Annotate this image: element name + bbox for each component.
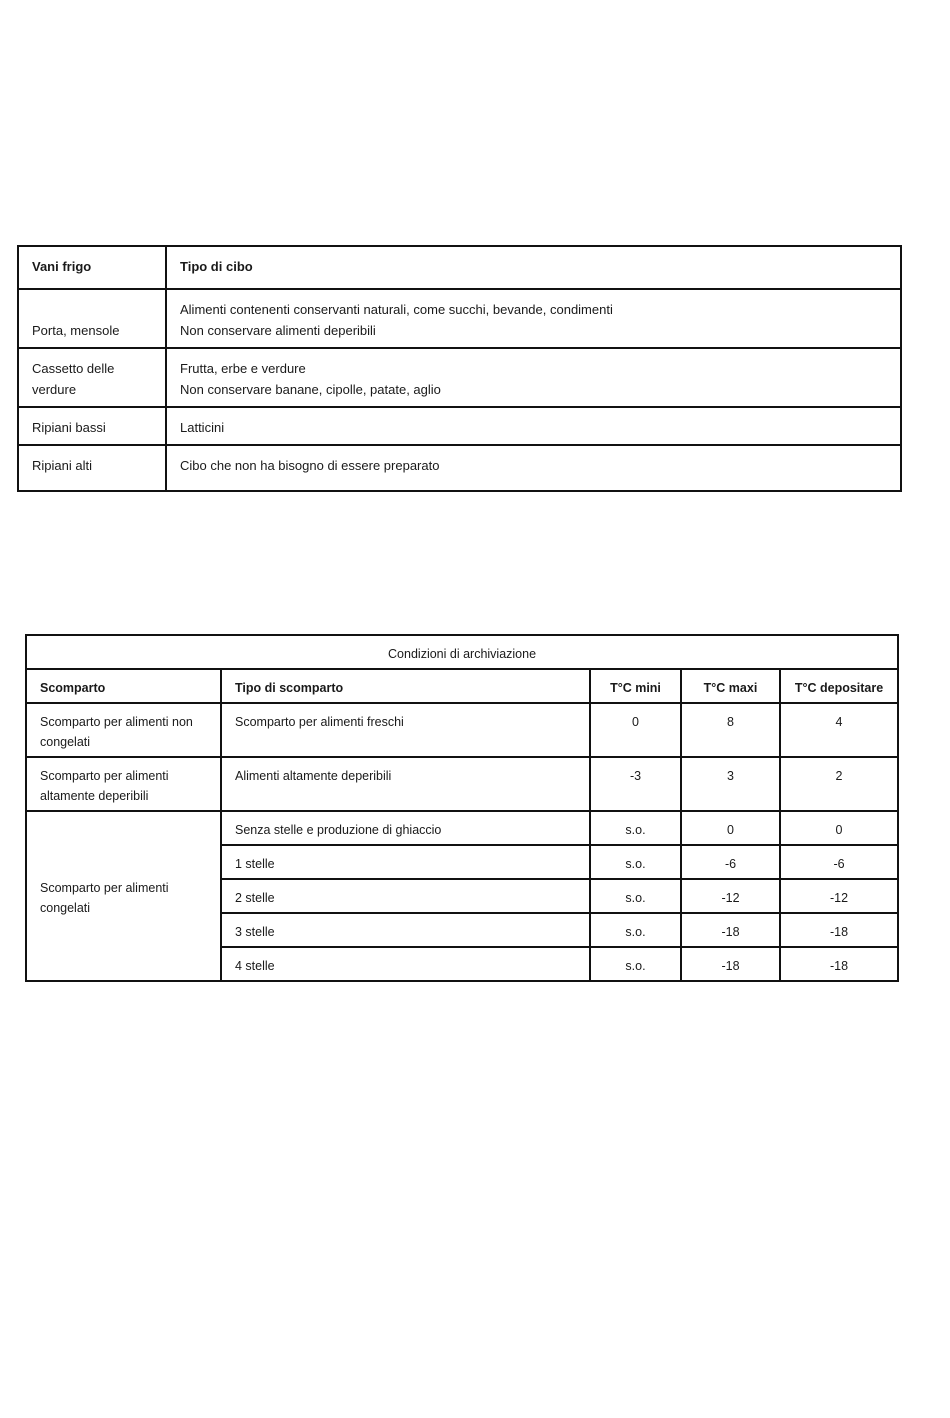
compartment-type-cell: Senza stelle e produzione di ghiaccio [221, 811, 590, 845]
table-row [18, 348, 901, 407]
temp-max-cell: 8 [681, 703, 780, 757]
table-title: Condizioni di archiviazione [26, 635, 898, 669]
compartment-type-cell: 2 stelle [221, 879, 590, 913]
temp-min-cell: s.o. [590, 845, 681, 879]
table-row [26, 811, 898, 845]
temp-max-cell: -18 [681, 913, 780, 947]
compartment-cell: Porta, mensole [18, 289, 166, 348]
temp-dep-cell: -18 [780, 947, 898, 981]
storage-conditions-table [25, 634, 899, 982]
compartment-type-cell: Scomparto per alimenti freschi [221, 703, 590, 757]
table-row [18, 289, 901, 348]
temp-dep-cell: 2 [780, 757, 898, 811]
food-type-cell [166, 289, 901, 348]
header-vani-frigo: Vani frigo [18, 246, 166, 289]
header-temp-min: T°C mini [590, 669, 681, 703]
table-header-row [18, 246, 901, 289]
temp-max-cell: -6 [681, 845, 780, 879]
food-type-line: Cibo che non ha bisogno di essere preparato [180, 458, 440, 473]
temp-dep-cell: -18 [780, 913, 898, 947]
header-tipo-di-scomparto: Tipo di scomparto [221, 669, 590, 703]
food-type-cell [166, 407, 901, 445]
food-type-line: Non conservare alimenti deperibili [180, 323, 376, 338]
compartment-type-cell: 3 stelle [221, 913, 590, 947]
temp-dep-cell: -6 [780, 845, 898, 879]
table-row [26, 757, 898, 811]
compartment-type-cell: Alimenti altamente deperibili [221, 757, 590, 811]
table-header-row [26, 669, 898, 703]
temp-max-cell: -12 [681, 879, 780, 913]
temp-min-cell: s.o. [590, 913, 681, 947]
header-tipo-di-cibo: Tipo di cibo [166, 246, 901, 289]
compartment-cell: Scomparto per alimenti altamente deperibili [26, 757, 221, 811]
header-scomparto: Scomparto [26, 669, 221, 703]
table-row [18, 407, 901, 445]
table-row [26, 703, 898, 757]
fridge-compartments-table [17, 245, 902, 492]
temp-dep-cell: 4 [780, 703, 898, 757]
table-row [18, 445, 901, 491]
temp-max-cell: 0 [681, 811, 780, 845]
header-temp-depositare: T°C depositare [780, 669, 898, 703]
food-type-line: Latticini [180, 420, 225, 435]
temp-max-cell: 3 [681, 757, 780, 811]
compartment-type-cell: 1 stelle [221, 845, 590, 879]
compartment-cell: Scomparto per alimenti congelati [26, 811, 221, 981]
header-temp-max: T°C maxi [681, 669, 780, 703]
temp-min-cell: s.o. [590, 947, 681, 981]
compartment-cell: Ripiani bassi [18, 407, 166, 445]
food-type-cell [166, 445, 901, 491]
temp-dep-cell: -12 [780, 879, 898, 913]
temp-min-cell: s.o. [590, 811, 681, 845]
temp-min-cell: -3 [590, 757, 681, 811]
food-type-cell [166, 348, 901, 407]
temp-dep-cell: 0 [780, 811, 898, 845]
food-type-line: Alimenti contenenti conservanti naturali, come succhi, bevande, condimenti [180, 302, 613, 317]
food-type-line: Non conservare banane, cipolle, patate, aglio [180, 382, 441, 397]
temp-min-cell: 0 [590, 703, 681, 757]
table-title-row [26, 635, 898, 669]
compartment-cell: Scomparto per alimenti non congelati [26, 703, 221, 757]
temp-max-cell: -18 [681, 947, 780, 981]
compartment-cell: Cassetto delle verdure [18, 348, 166, 407]
compartment-cell: Ripiani alti [18, 445, 166, 491]
temp-min-cell: s.o. [590, 879, 681, 913]
compartment-type-cell: 4 stelle [221, 947, 590, 981]
food-type-line: Frutta, erbe e verdure [180, 361, 306, 376]
